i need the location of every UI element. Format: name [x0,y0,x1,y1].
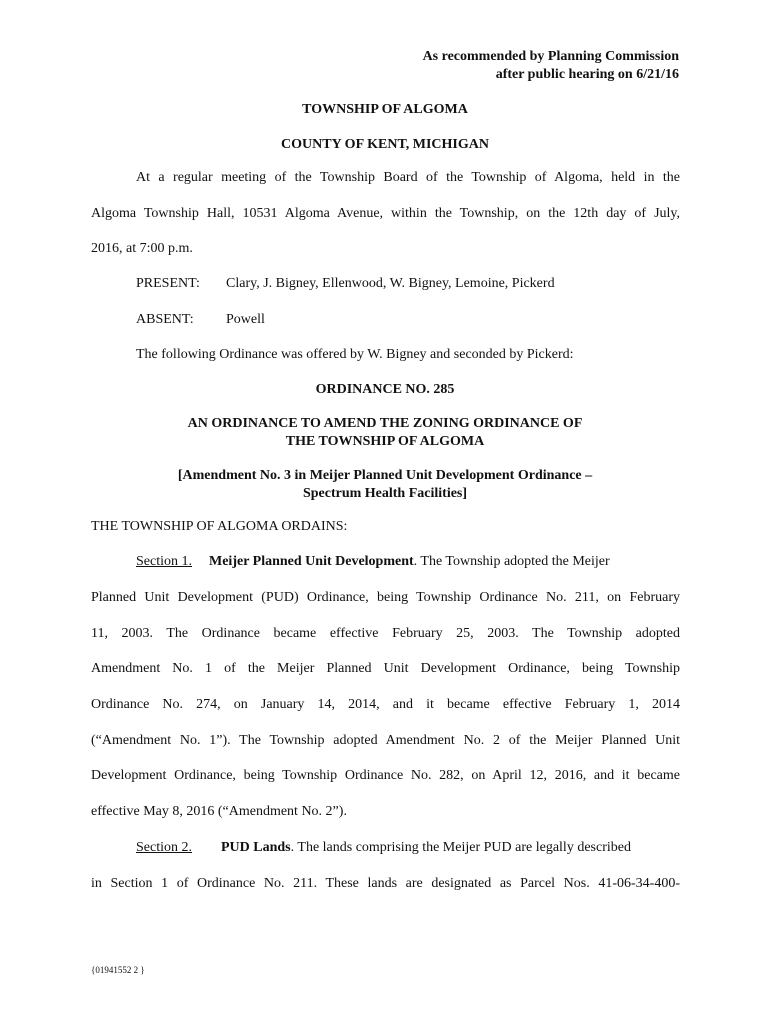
section-1-line-4: Amendment No. 1 of the Meijer Planned Unit Development Ordinance, being Township [91,661,680,676]
section-1-heading: Meijer Planned Unit Development [209,554,414,569]
section-1-line-5: Ordinance No. 274, on January 14, 2014, and it became effective February 1, 2014 [91,697,680,712]
offered-line: The following Ordinance was offered by W. Bigney and seconded by Pickerd: [136,347,574,362]
township-title: TOWNSHIP OF ALGOMA [302,102,468,117]
ordinance-title-line-1: AN ORDINANCE TO AMEND THE ZONING ORDINANCE OF [187,416,583,431]
section-1-label: Section 1. [136,554,192,569]
section-2-label: Section 2. [136,840,192,855]
section-1-line-3: 11, 2003. The Ordinance became effective February 25, 2003. The Township adopted [91,626,680,641]
section-1-first-line [136,553,680,571]
intro-line-3: 2016, at 7:00 p.m. [91,241,193,256]
section-1-line-6: (“Amendment No. 1”). The Township adopted Amendment No. 2 of the Meijer Planned Unit [91,733,680,748]
intro-line-2: Algoma Township Hall, 10531 Algoma Avenue, within the Township, on the 12th day of July, [91,206,680,221]
present-value: Clary, J. Bigney, Ellenwood, W. Bigney, Lemoine, Pickerd [226,276,555,291]
section-1-line-8: effective May 8, 2016 (“Amendment No. 2”). [91,804,347,819]
recommendation-line-2: after public hearing on 6/21/16 [495,67,679,82]
present-label: PRESENT: [136,276,200,291]
ordinance-subtitle-line-2: Spectrum Health Facilities] [302,486,468,501]
recommendation-line-1: As recommended by Planning Commission [422,49,679,64]
section-1-line-1-rest: . The Township adopted the Meijer [413,554,610,569]
section-2-heading: PUD Lands [221,840,291,855]
ordains-line: THE TOWNSHIP OF ALGOMA ORDAINS: [91,519,348,534]
section-1-line-7: Development Ordinance, being Township Ordinance No. 282, on April 12, 2016, and it became [91,768,680,783]
document-id-footer: {01941552 2 } [91,965,145,975]
section-2-line-2: in Section 1 of Ordinance No. 211. These lands are designated as Parcel Nos. 41-06-34-400- [91,876,680,891]
section-2-first-line [136,839,680,857]
ordinance-title-line-2: THE TOWNSHIP OF ALGOMA [285,434,485,449]
ordinance-number: ORDINANCE NO. 285 [315,382,455,397]
ordinance-subtitle-line-1: [Amendment No. 3 in Meijer Planned Unit Development Ordinance – [177,468,593,483]
absent-value: Powell [226,312,265,327]
section-1-line-2: Planned Unit Development (PUD) Ordinance, being Township Ordinance No. 211, on February [91,590,680,605]
county-title: COUNTY OF KENT, MICHIGAN [281,137,489,152]
intro-line-1: At a regular meeting of the Township Board of the Township of Algoma, held in the [136,170,680,185]
section-2-line-1-rest: . The lands comprising the Meijer PUD are legally described [290,840,631,855]
absent-label: ABSENT: [136,312,194,327]
